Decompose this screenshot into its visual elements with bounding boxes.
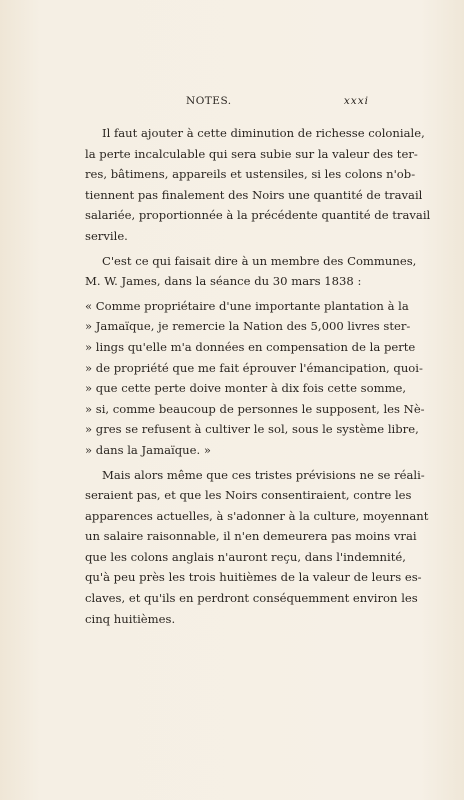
quote-line: » si, comme beaucoup de personnes le supposent, les Nè- bbox=[85, 401, 425, 416]
quote-line: » dans la Jamaïque. » bbox=[85, 442, 211, 457]
quote-line: » lings qu'elle m'a données en compensation de la perte bbox=[85, 339, 416, 354]
quote-line: » gres se refusent à cultiver le sol, sous le système libre, bbox=[85, 422, 419, 437]
text-line: seraient pas, et que les Noirs consentiraient, contre les bbox=[85, 488, 412, 503]
page-number: xxxi bbox=[343, 95, 369, 107]
body-text bbox=[85, 123, 431, 633]
text-line: Mais alors même que ces tristes prévisions ne se réali- bbox=[102, 467, 425, 482]
quote-line: « Comme propriétaire d'une importante plantation à la bbox=[85, 298, 409, 313]
text-line: salariée, proportionnée à la précédente quantité de travail bbox=[85, 208, 431, 223]
text-line: Il faut ajouter à cette diminution de richesse coloniale, bbox=[102, 126, 425, 140]
quote-line: » Jamaïque, je remercie la Nation des 5,000 livres ster- bbox=[85, 319, 411, 334]
running-title: NOTES. bbox=[186, 95, 232, 107]
quotation bbox=[85, 296, 425, 461]
text-line: qu'à peu près les trois huitièmes de la valeur de leurs es- bbox=[85, 570, 422, 585]
text-line: C'est ce qui faisait dire à un membre des Communes, bbox=[102, 253, 417, 268]
text-line: apparences actuelles, à s'adonner à la culture, moyennant bbox=[85, 508, 429, 523]
text-line: un salaire raisonnable, il n'en demeurera pas moins vrai bbox=[85, 529, 417, 544]
text-line: cinq huitièmes. bbox=[85, 611, 176, 626]
quote-line: » que cette perte doive monter à dix fois cette somme, bbox=[85, 381, 407, 396]
text-line: servile. bbox=[85, 228, 128, 243]
text-line: M. W. James, dans la séance du 30 mars 1838 : bbox=[85, 274, 362, 289]
text-line: que les colons anglais n'auront reçu, dans l'indemnité, bbox=[85, 549, 406, 564]
text-line: tiennent pas finalement des Noirs une quantité de travail bbox=[85, 187, 423, 202]
text-line: claves, et qu'ils en perdront conséquemment environ les bbox=[85, 591, 418, 606]
paragraph bbox=[85, 465, 429, 630]
paragraph bbox=[85, 123, 431, 247]
quote-line: » de propriété que me fait éprouver l'émancipation, quoi- bbox=[85, 360, 423, 375]
page-header bbox=[100, 95, 369, 109]
paragraph bbox=[85, 251, 417, 292]
text-line: res, bâtimens, appareils et ustensiles, si les colons n'ob- bbox=[85, 167, 416, 182]
text-line: la perte incalculable qui sera subie sur la valeur des ter- bbox=[85, 146, 418, 161]
